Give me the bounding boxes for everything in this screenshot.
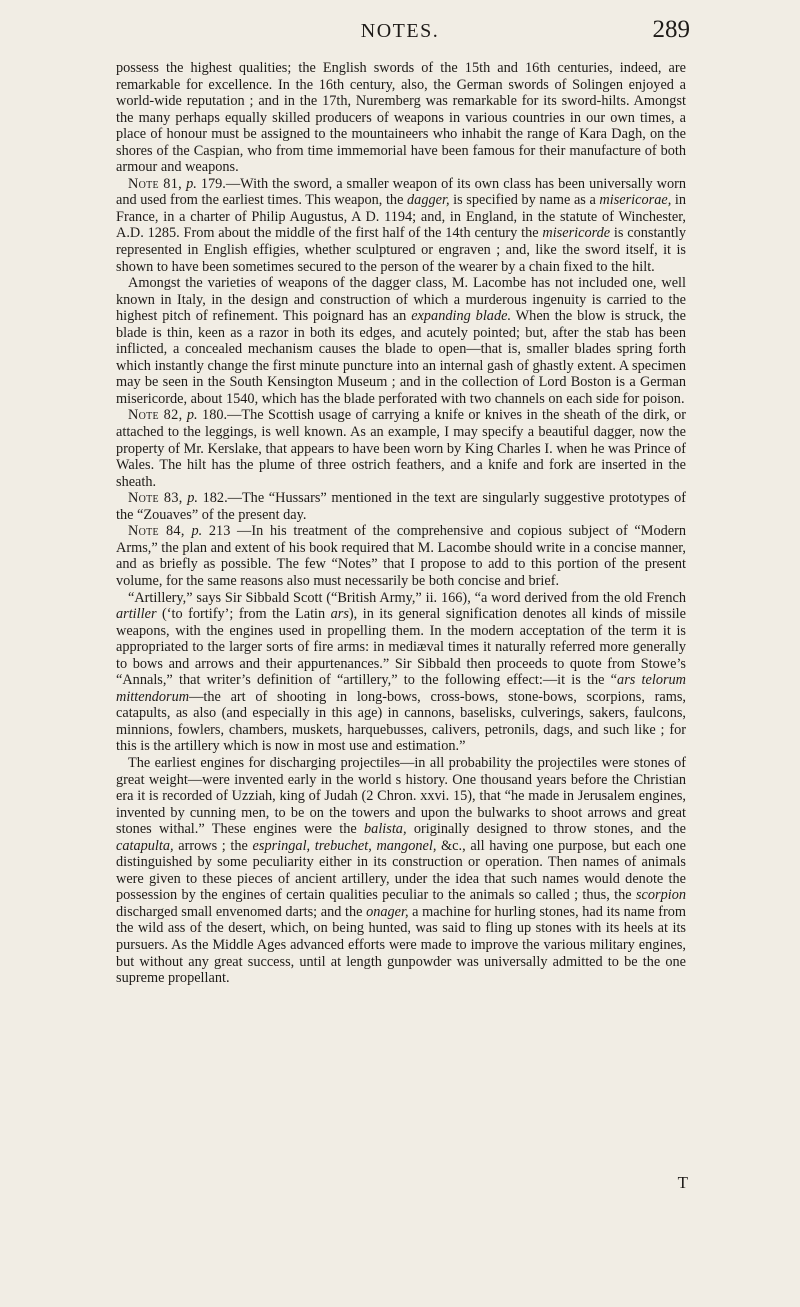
italic-term: scorpion	[635, 887, 686, 904]
italic-term: misericorde	[542, 225, 611, 242]
italic-term: ars	[330, 606, 349, 623]
italic-term: artiller	[116, 606, 157, 623]
body-text	[116, 60, 686, 987]
paragraph-text: a machine for hurling stones, had its name from the wild ass of the desert, which, on being hunted, was said to fling up stones with its heels at its pursuers. As the Middle Ages advanced efforts were made to improve the various military engines, but without any great success, until at length gunpowder was universally admitted to be the one supreme propellant.	[116, 903, 686, 987]
paragraph-text: When the blow is struck, the blade is thin, keen as a razor in both its edges, and acutely pointed; but, after the stab has been inflicted, a concealed mechanism causes the blade to open—that is, smaller blades spring forth which instantly change the first minute puncture into an internal gash of ghastly extent. A specimen may be seen in the South Kensington Museum ; and in the collection of Lord Boston is a German misericorde, about 1540, which has the blade perforated with two channels on each side for poison.	[116, 308, 686, 407]
paragraph-text: discharged small envenomed darts; and the	[116, 903, 367, 920]
italic-term: balista,	[364, 821, 407, 838]
note-text: is constantly represented in English effigies, whether sculptured or engraven ; and, like the sword itself, it is shown to have been sometimes secured to the person of the wearer by a chain fixed to the hilt.	[116, 225, 687, 275]
note-text: 179.—With the sword, a smaller weapon of its own class has been universally worn and used from the earliest times. This weapon, the	[116, 175, 687, 209]
paragraph-continuation: possess the highest qualities; the English swords of the 15th and 16th centuries, indeed, are remarkable for excellence. In the 16th century, also, the German swords of Solingen enjoyed a world-wide reputation ; and in the 17th, Nuremberg was remarkable for its sword-hilts. Amongst the many perhaps equally skilled producers of weapons in various countries in our own times, a place of honour must be assigned to the mountaineers who inhabit the range of Kara Dagh, on the shores of the Caspian, who from time immemorial have been famous for their manufacture of both armour and weapons.	[116, 60, 686, 176]
note-text: 180.—The Scottish usage of carrying a knife or knives in the sheath of the dirk, or attached to the leggings, is well known. As an example, I may specify a beautiful dagger, now the property of Mr. Kerslake, that appears to have been worn by King Charles I. when he was Prince of Wales. The hilt has the plume of three ostrich feathers, and a knife and fork are inserted in the sheath.	[116, 407, 687, 490]
paragraph-text: (‘to fortify’; from the Latin	[156, 606, 331, 623]
note-text: is specified by name as a	[449, 192, 600, 209]
italic-term: expanding blade.	[411, 308, 512, 325]
note-text: 182.—The “Hussars” mentioned in the text are singularly suggestive prototypes of the “Zouaves” of the present day.	[116, 490, 686, 523]
note-text: in France, in a charter of Philip Augustus, A D. 1194; and, in England, in the statute of Winchester, A.D. 1285. From about the middle of the first half of the 14th century the	[116, 192, 687, 242]
note-label: Note 84,	[128, 523, 185, 540]
italic-term: onager,	[366, 903, 409, 920]
italic-term: espringal, trebuchet, mangonel,	[252, 837, 437, 854]
italic-term: ars telorum mittendorum	[116, 672, 687, 705]
note-81	[116, 176, 686, 275]
page-number: 289	[652, 16, 690, 43]
italic-term: dagger,	[407, 192, 450, 209]
page-ref: p.	[186, 175, 197, 192]
note-label: Note 83,	[128, 490, 183, 507]
page-ref: p.	[186, 407, 198, 424]
page-title: NOTES.	[360, 20, 440, 42]
note-84	[116, 523, 686, 589]
paragraph-dagger-varieties	[116, 275, 686, 407]
page-ref: p.	[191, 523, 203, 540]
paragraph-text: ), in its general signification denotes all kinds of missile weapons, with the engines used in propelling them. In the modern acceptation of the term it is appropriated to the larger sorts of fire arms: in mediæval times it naturally referred more generally to bows and arrows and their appurtenances.” Sir Sibbald then proceeds to quote from Stowe’s “Annals,” that writer’s definition of “artillery,” to the following effect:—it is the “	[116, 606, 686, 689]
paragraph-artillery-definition	[116, 590, 686, 755]
note-label: Note 81,	[128, 175, 183, 192]
note-82	[116, 407, 686, 490]
paragraph-text: &c., all having one purpose, but each one distinguished by some peculiarity either in its construction or operation. Then names of animals were given to these pieces of ancient artillery, under the idea that such names would denote the possession by the engines of certain qualities peculiar to the animals so called ; thus, the	[116, 837, 686, 904]
signature-mark: T	[677, 1173, 688, 1192]
paragraph-text: The earliest engines for discharging projectiles—in all probability the projectiles were stones of great weight—were invented early in the world s history. One thousand years before the Christian era it is recorded of Uzziah, king of Judah (2 Chron. xxvi. 15), that “he made in Jerusalem engines, invented by cunning men, to be on the towers and upon the bulwarks to shoot arrows and great stones withal.” These engines were the	[116, 754, 686, 838]
note-text: 213 —In his treatment of the comprehensive and copious subject of “Modern Arms,” the plan and extent of his book required that M. Lacombe should write in a concise manner, and as briefly as possible. The few “Notes” that I propose to add to this portion of the present volume, for the same reasons also must necessarily be both concise and brief.	[116, 523, 687, 589]
paragraph-text: “Artillery,” says Sir Sibbald Scott (“British Army,” ii. 166), “a word derived from the old French	[128, 589, 686, 606]
note-83	[116, 490, 686, 523]
note-label: Note 82,	[128, 407, 183, 424]
paragraph-earliest-engines	[116, 755, 686, 987]
italic-term: catapulta,	[116, 837, 174, 854]
paragraph-text: Amongst the varieties of weapons of the dagger class, M. Lacombe has not included one, well known in Italy, in the design and construction of which a murderous ingenuity is carried to the highest pitch of refinement. This poignard has an	[116, 275, 686, 325]
italic-term: misericorae,	[599, 192, 672, 209]
paragraph-text: originally designed to throw stones, and the	[406, 821, 686, 838]
paragraph-text: arrows ; the	[173, 837, 253, 854]
page-ref: p.	[187, 490, 199, 507]
paragraph-text: —the art of shooting in long-bows, cross-bows, stone-bows, scorpions, rams, catapults, as also (and especially in this age) in cannons, baselisks, culverings, sakers, faulcons, minnions, fowlers, chambers, muskets, harquebusses, calivers, petronils, dags, and such like ; for this is the artillery which is now in most use and estimation.”	[116, 688, 686, 755]
running-head	[0, 14, 800, 54]
